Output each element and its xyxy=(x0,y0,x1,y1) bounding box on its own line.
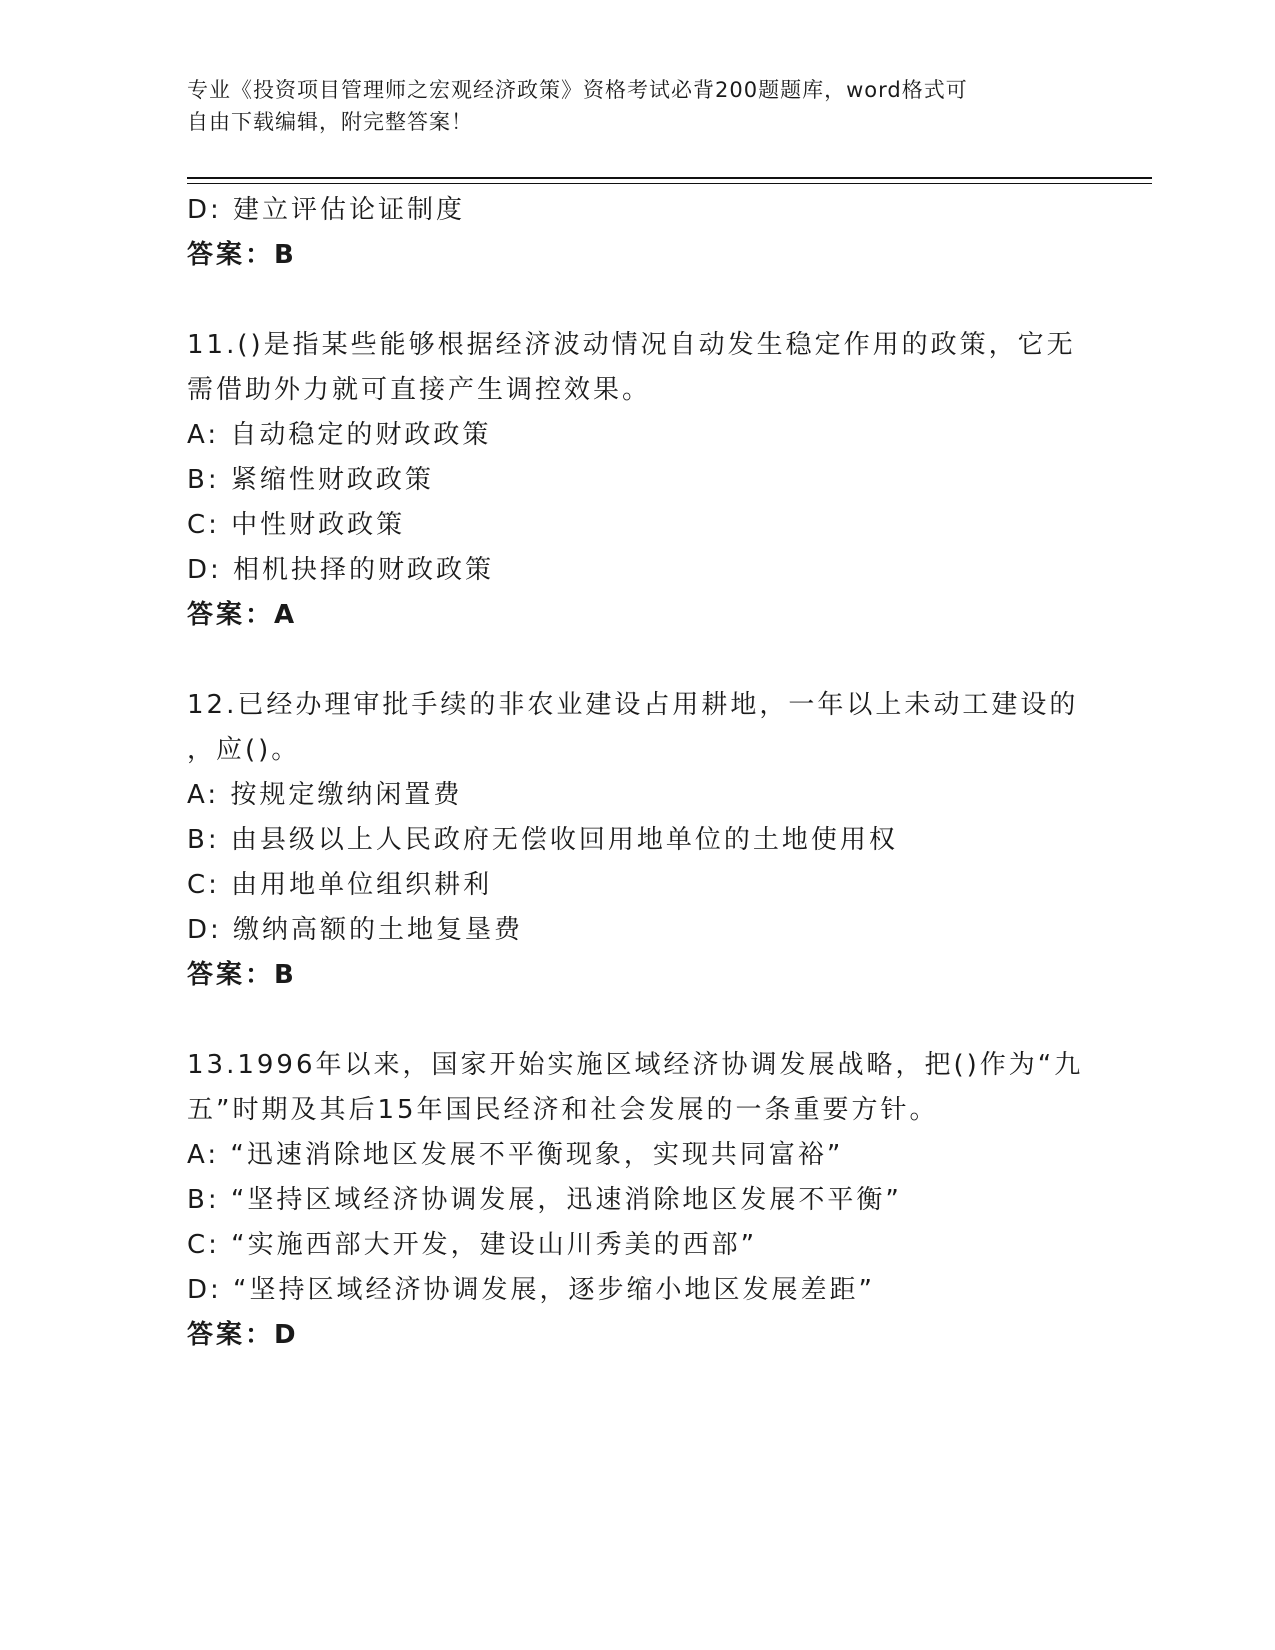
option-b: B: 紧缩性财政政策 xyxy=(187,465,434,495)
answer-label: 答案：A xyxy=(187,600,298,630)
question-12 xyxy=(187,683,1087,998)
question-content xyxy=(187,188,1087,1358)
spacer xyxy=(187,998,1087,1043)
spacer xyxy=(187,638,1087,683)
answer-label: 答案：B xyxy=(187,960,297,990)
option-d: D: 缴纳高额的土地复垦费 xyxy=(187,915,524,945)
option-c: C: “实施西部大开发，建设山川秀美的西部” xyxy=(187,1230,758,1260)
option-a: A: 按规定缴纳闲置费 xyxy=(187,780,463,810)
question-stem-line: 12.已经办理审批手续的非农业建设占用耕地，一年以上未动工建设的 xyxy=(187,690,1079,720)
option-b: B: 由县级以上人民政府无偿收回用地单位的土地使用权 xyxy=(187,825,898,855)
option-b: B: “坚持区域经济协调发展，迅速消除地区发展不平衡” xyxy=(187,1185,902,1215)
question-stem-line: ，应()。 xyxy=(187,735,301,765)
header-divider-thick xyxy=(187,177,1152,179)
question-stem-line: 五”时期及其后15年国民经济和社会发展的一条重要方针。 xyxy=(187,1095,939,1125)
question-13 xyxy=(187,1043,1087,1358)
document-header xyxy=(187,74,1067,138)
question-stem-line: 需借助外力就可直接产生调控效果。 xyxy=(187,375,652,405)
previous-question-tail xyxy=(187,188,1087,278)
answer-label: 答案：D xyxy=(187,1320,299,1350)
option-a: A: “迅速消除地区发展不平衡现象，实现共同富裕” xyxy=(187,1140,844,1170)
question-stem-line: 11.()是指某些能够根据经济波动情况自动发生稳定作用的政策，它无 xyxy=(187,330,1076,360)
question-11 xyxy=(187,323,1087,638)
header-title-line-1: 专业《投资项目管理师之宏观经济政策》资格考试必背200题题库，word格式可 xyxy=(187,78,968,102)
option-c: C: 由用地单位组织耕利 xyxy=(187,870,493,900)
option-d: D: 相机抉择的财政政策 xyxy=(187,555,495,585)
option-c: C: 中性财政政策 xyxy=(187,510,406,540)
header-divider-thin xyxy=(187,183,1152,184)
option-a: A: 自动稳定的财政政策 xyxy=(187,420,492,450)
spacer xyxy=(187,278,1087,323)
option-d: D: 建立评估论证制度 xyxy=(187,195,466,225)
option-d: D: “坚持区域经济协调发展，逐步缩小地区发展差距” xyxy=(187,1275,875,1305)
answer-label: 答案：B xyxy=(187,240,297,270)
question-stem-line: 13.1996年以来，国家开始实施区域经济协调发展战略，把()作为“九 xyxy=(187,1050,1084,1080)
header-title-line-2: 自由下载编辑，附完整答案！ xyxy=(187,110,473,134)
